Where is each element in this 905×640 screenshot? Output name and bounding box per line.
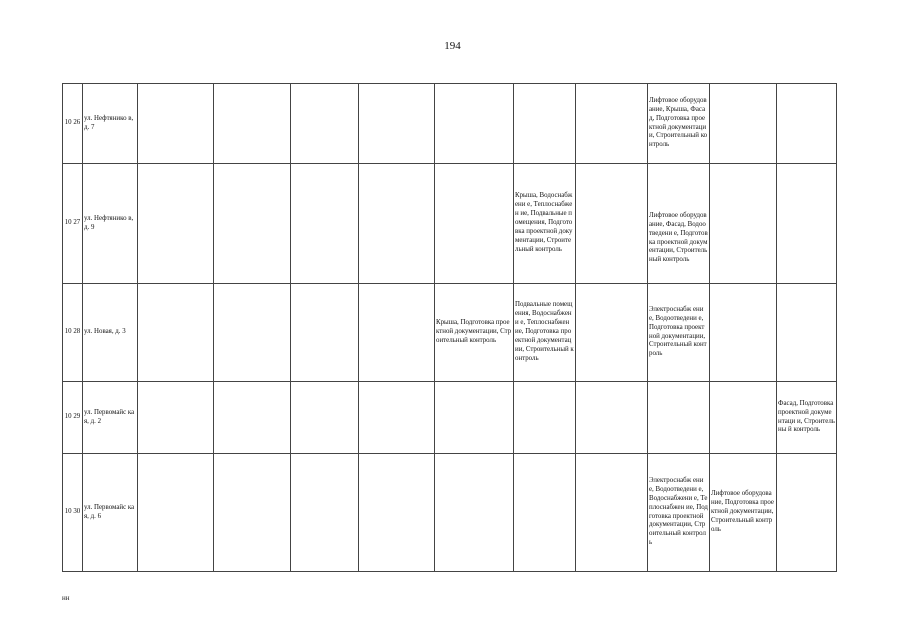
work-cell (138, 164, 214, 284)
work-cell (514, 84, 576, 164)
table-row (63, 454, 837, 572)
work-cell (648, 382, 710, 454)
row-number: 10 27 (63, 164, 83, 284)
work-cell (514, 382, 576, 454)
work-cell (710, 382, 777, 454)
work-cell: Лифтовое оборудование, Крыша, Фасад, Подготовка проектной документации, Строительный контроль (648, 84, 710, 164)
work-cell (138, 454, 214, 572)
work-cell (214, 454, 291, 572)
work-cell (514, 454, 576, 572)
work-cell (435, 84, 514, 164)
work-cell (576, 164, 648, 284)
work-cell (359, 284, 435, 382)
work-cell (710, 284, 777, 382)
address-cell: ул. Нефтянико в, д. 7 (83, 84, 138, 164)
table-row (63, 164, 837, 284)
repair-schedule-table (62, 83, 837, 572)
work-cell: Лифтовое оборудование, Подготовка проектной документации, Строительный контроль (710, 454, 777, 572)
work-cell (291, 164, 359, 284)
work-cell (214, 382, 291, 454)
work-cell (576, 382, 648, 454)
work-cell: Фасад, Подготовка проектной документаци и, Строительны й контроль (777, 382, 837, 454)
work-cell (777, 284, 837, 382)
work-cell (291, 84, 359, 164)
row-number: 10 29 (63, 382, 83, 454)
work-cell: Крыша, Водоснабжени е, Теплоснабжен ие, Подвальные помещения, Подготовка проектной документации, Строительный контроль (514, 164, 576, 284)
work-cell: Подвальные помещения, Водоснабжени е, Теплоснабжен ие, Подготовка проектной документации, Строительный контроль (514, 284, 576, 382)
address-cell: ул. Новая, д. 3 (83, 284, 138, 382)
work-cell (138, 284, 214, 382)
work-cell (576, 84, 648, 164)
row-number: 10 28 (63, 284, 83, 382)
work-cell: Электроснабж ение, Водоотведени е, Водоснабжени е, Теплоснабжен ие, Подготовка проектной документации, Строительный контроль (648, 454, 710, 572)
work-cell: Лифтовое оборудование, Фасад, Водоотведени е, Подготовка проектной документации, Строительный контроль (648, 164, 710, 284)
footer-mark: нн (62, 594, 70, 602)
work-cell (777, 84, 837, 164)
work-cell (576, 284, 648, 382)
work-cell (138, 84, 214, 164)
work-cell (576, 454, 648, 572)
table-row (63, 84, 837, 164)
work-cell (435, 382, 514, 454)
address-cell: ул. Первомайс кая, д. 6 (83, 454, 138, 572)
work-cell (214, 164, 291, 284)
work-cell (710, 164, 777, 284)
work-cell (214, 284, 291, 382)
work-cell (138, 382, 214, 454)
work-cell (359, 164, 435, 284)
work-cell: Электроснабж ение, Водоотведени е, Подготовка проектной документации, Строительный контроль (648, 284, 710, 382)
work-cell (359, 382, 435, 454)
table-row (63, 382, 837, 454)
work-cell (777, 164, 837, 284)
work-cell (435, 164, 514, 284)
work-cell (710, 84, 777, 164)
row-number: 10 26 (63, 84, 83, 164)
work-cell (777, 454, 837, 572)
table-row (63, 284, 837, 382)
work-cell (291, 284, 359, 382)
row-number: 10 30 (63, 454, 83, 572)
work-cell: Крыша, Подготовка проектной документации, Строительный контроль (435, 284, 514, 382)
work-cell (359, 84, 435, 164)
work-cell (291, 454, 359, 572)
page-number: 194 (444, 40, 461, 52)
address-cell: ул. Нефтянико в, д. 9 (83, 164, 138, 284)
work-cell (359, 454, 435, 572)
work-cell (291, 382, 359, 454)
address-cell: ул. Первомайс кая, д. 2 (83, 382, 138, 454)
work-cell (214, 84, 291, 164)
work-cell (435, 454, 514, 572)
